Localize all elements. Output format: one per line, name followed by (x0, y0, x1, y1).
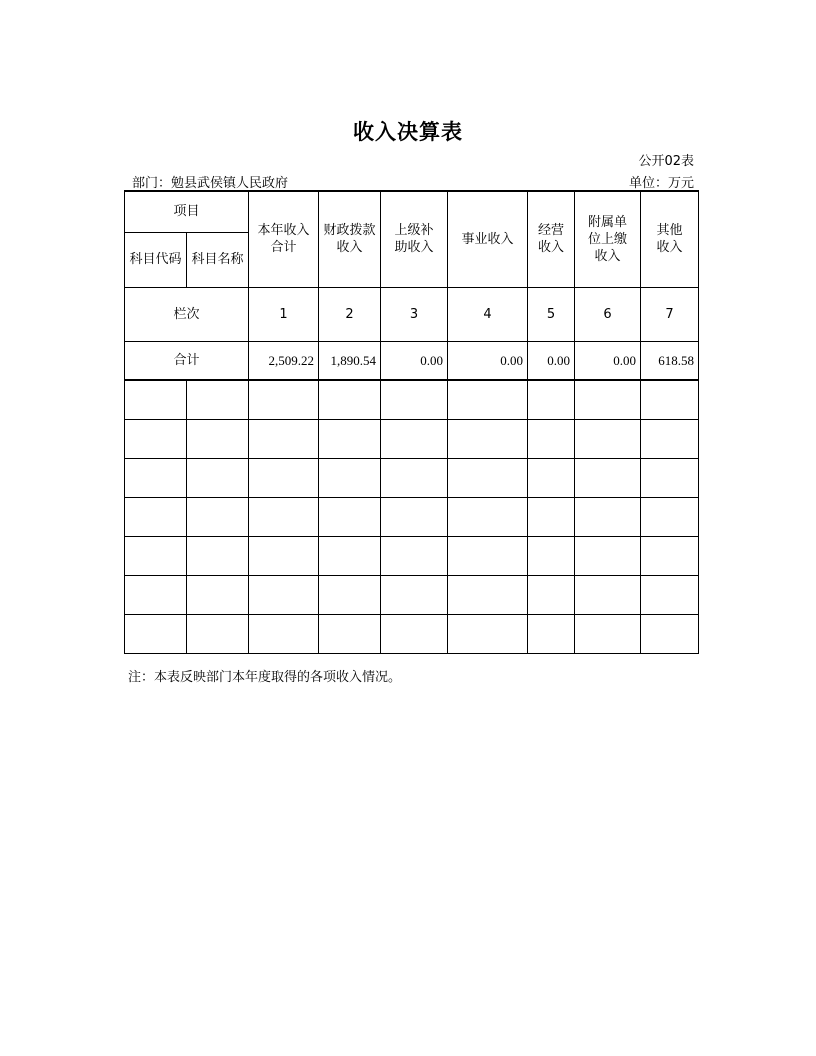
table-row (125, 497, 699, 536)
empty-cell (249, 575, 319, 614)
empty-cell (381, 380, 448, 419)
empty-cell (187, 536, 249, 575)
empty-cell (641, 419, 699, 458)
empty-cell (249, 497, 319, 536)
row-number-2: 2 (319, 287, 381, 341)
empty-cell (125, 458, 187, 497)
empty-cell (125, 575, 187, 614)
empty-cell (528, 575, 575, 614)
row-number-3: 3 (381, 287, 448, 341)
empty-cell (381, 575, 448, 614)
total-value-3: 0.00 (381, 341, 448, 380)
row-number-4: 4 (448, 287, 528, 341)
empty-cell (249, 614, 319, 653)
empty-cell (125, 614, 187, 653)
empty-cell (641, 614, 699, 653)
total-value-7: 618.58 (641, 341, 699, 380)
empty-cell (319, 458, 381, 497)
empty-cell (187, 497, 249, 536)
empty-cell (448, 536, 528, 575)
empty-cell (528, 419, 575, 458)
header-col-6: 附属单位上缴收入 (575, 191, 641, 287)
empty-cell (319, 575, 381, 614)
header-subject-name: 科目名称 (187, 232, 249, 287)
total-value-6: 0.00 (575, 341, 641, 380)
empty-cell (125, 419, 187, 458)
empty-cell (575, 575, 641, 614)
header-col-3: 上级补助收入 (381, 191, 448, 287)
empty-cell (187, 575, 249, 614)
unit-label: 单位：万元 (628, 176, 694, 191)
header-col-1: 本年收入合计 (249, 191, 319, 287)
header-col-4: 事业收入 (448, 191, 528, 287)
empty-cell (187, 614, 249, 653)
empty-cell (319, 380, 381, 419)
table-row (125, 419, 699, 458)
row-number-label: 栏次 (125, 287, 249, 341)
empty-cell (381, 536, 448, 575)
total-value-4: 0.00 (448, 341, 528, 380)
empty-cell (319, 419, 381, 458)
empty-cell (575, 497, 641, 536)
empty-cell (641, 575, 699, 614)
total-label: 合计 (125, 341, 249, 380)
empty-cell (319, 536, 381, 575)
empty-cell (125, 380, 187, 419)
empty-cell (381, 614, 448, 653)
income-table (124, 190, 699, 654)
header-col-7: 其他收入 (641, 191, 699, 287)
empty-cell (528, 614, 575, 653)
empty-cell (381, 419, 448, 458)
empty-cell (381, 458, 448, 497)
empty-cell (575, 419, 641, 458)
form-code: 公开02表 (638, 154, 694, 169)
header-item: 项目 (125, 191, 249, 232)
empty-cell (187, 419, 249, 458)
empty-cell (575, 536, 641, 575)
total-value-2: 1,890.54 (319, 341, 381, 380)
row-number-7: 7 (641, 287, 699, 341)
header-subject-code: 科目代码 (125, 232, 187, 287)
empty-cell (448, 458, 528, 497)
empty-cell (528, 497, 575, 536)
total-value-5: 0.00 (528, 341, 575, 380)
empty-cell (575, 458, 641, 497)
empty-cell (319, 497, 381, 536)
total-value-1: 2,509.22 (249, 341, 319, 380)
empty-cell (448, 380, 528, 419)
table-row (125, 536, 699, 575)
empty-cell (448, 419, 528, 458)
table-row (125, 614, 699, 653)
row-number-1: 1 (249, 287, 319, 341)
table-row (125, 458, 699, 497)
header-col-2: 财政拨款收入 (319, 191, 381, 287)
empty-cell (249, 536, 319, 575)
empty-cell (641, 497, 699, 536)
header-col-5: 经营收入 (528, 191, 575, 287)
empty-cell (641, 380, 699, 419)
row-number-5: 5 (528, 287, 575, 341)
empty-cell (381, 497, 448, 536)
empty-cell (125, 536, 187, 575)
empty-cell (448, 575, 528, 614)
empty-cell (125, 497, 187, 536)
footnote: 注：本表反映部门本年度取得的各项收入情况。 (128, 670, 402, 685)
empty-cell (249, 458, 319, 497)
empty-cell (187, 458, 249, 497)
empty-cell (575, 614, 641, 653)
empty-cell (641, 536, 699, 575)
row-number-6: 6 (575, 287, 641, 341)
table-row (125, 380, 699, 419)
empty-cell (319, 614, 381, 653)
empty-cell (249, 419, 319, 458)
table-row (125, 575, 699, 614)
empty-cell (528, 458, 575, 497)
empty-cell (528, 380, 575, 419)
empty-cell (528, 536, 575, 575)
page-title: 收入决算表 (353, 120, 463, 144)
empty-cell (575, 380, 641, 419)
empty-cell (641, 458, 699, 497)
empty-cell (448, 614, 528, 653)
empty-cell (187, 380, 249, 419)
department-label: 部门：勉县武侯镇人民政府 (132, 176, 289, 191)
empty-cell (249, 380, 319, 419)
empty-cell (448, 497, 528, 536)
